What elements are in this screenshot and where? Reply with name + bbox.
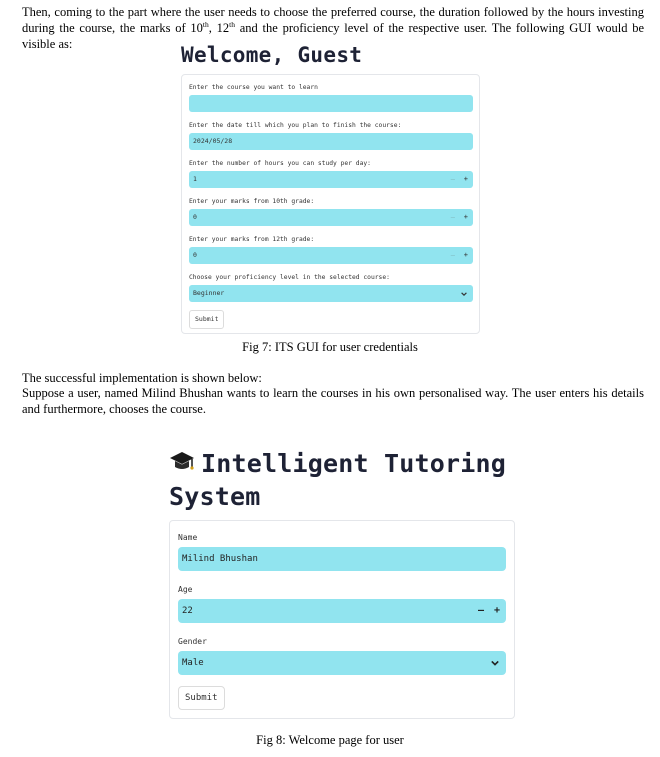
fig7-submit-button[interactable]: Submit xyxy=(189,310,224,329)
middle-line-1: The successful implementation is shown below: xyxy=(22,371,262,385)
fig8-age-minus-button[interactable]: – xyxy=(477,605,484,616)
fig7-marks10-stepper[interactable] xyxy=(189,209,473,226)
middle-paragraph: Suppose a user, named Milind Bhushan wants to learn the courses in his own personalised way. The user enters his details and furthermore, chooses the course. xyxy=(22,386,644,416)
fig7-hours-label: Enter the number of hours you can study per day: xyxy=(189,160,371,167)
fig7-proficiency-value: Beginner xyxy=(193,289,225,297)
fig7-marks12-label: Enter your marks from 12th grade: xyxy=(189,236,315,243)
fig8-name-input[interactable]: Milind Bhushan xyxy=(178,547,506,571)
fig7-marks12-stepper[interactable] xyxy=(189,247,473,264)
fig7-hours-value: 1 xyxy=(193,175,197,183)
fig8-gender-label: Gender xyxy=(178,637,207,646)
fig7-form-card xyxy=(181,74,480,334)
fig8-title-line2: System xyxy=(169,482,261,511)
fig7-marks10-plus-button[interactable]: + xyxy=(463,213,468,221)
intro-text-b: , 12 xyxy=(208,21,230,35)
intro-text-c: and the proficiency level of the respective user. The following GUI would be visible as: xyxy=(22,21,645,51)
graduation-cap-icon xyxy=(169,448,195,470)
fig7-date-input[interactable]: 2024/05/28 xyxy=(189,133,473,150)
fig8-title-line1: Intelligent Tutoring xyxy=(201,449,507,478)
fig8-gender-value: Male xyxy=(182,658,204,668)
intro-text-a: Then, coming to the part where the user needs to choose the preferred course, the duration followed by the hours investing during the course, the marks of 10 xyxy=(22,5,644,35)
fig8-title xyxy=(169,447,506,513)
fig7-marks10-label: Enter your marks from 10th grade: xyxy=(189,198,315,205)
fig8-age-stepper[interactable] xyxy=(178,599,506,623)
fig7-marks10-value: 0 xyxy=(193,213,197,221)
fig7-date-label: Enter the date till which you plan to finish the course: xyxy=(189,122,402,129)
fig7-hours-stepper[interactable] xyxy=(189,171,473,188)
fig7-title: Welcome, Guest xyxy=(181,43,363,67)
fig8-age-label: Age xyxy=(178,585,193,594)
fig8-gender-select[interactable] xyxy=(178,651,506,675)
fig8-age-plus-button[interactable]: + xyxy=(493,605,500,616)
fig8-form-card xyxy=(169,520,515,719)
fig7-course-label: Enter the course you want to learn xyxy=(189,84,318,91)
fig8-age-value: 22 xyxy=(182,606,193,616)
fig7-proficiency-select[interactable] xyxy=(189,285,473,302)
fig8-name-label: Name xyxy=(178,533,198,542)
fig7-marks12-minus-button[interactable]: – xyxy=(450,251,455,259)
fig8-submit-button[interactable]: Submit xyxy=(178,686,225,710)
fig7-marks12-value: 0 xyxy=(193,251,197,259)
fig8-caption: Fig 8: Welcome page for user xyxy=(256,733,404,747)
intro-sup-2: th xyxy=(229,19,235,29)
fig7-marks12-plus-button[interactable]: + xyxy=(463,251,468,259)
fig7-proficiency-label: Choose your proficiency level in the selected course: xyxy=(189,274,390,281)
fig7-course-input[interactable] xyxy=(189,95,473,112)
intro-sup-1: th xyxy=(202,19,209,29)
fig7-caption: Fig 7: ITS GUI for user credentials xyxy=(242,340,418,354)
fig7-hours-plus-button[interactable]: + xyxy=(463,175,468,183)
chevron-down-icon xyxy=(461,285,467,302)
fig7-marks10-minus-button[interactable]: – xyxy=(450,213,455,221)
chevron-down-icon xyxy=(491,651,499,675)
fig7-hours-minus-button[interactable]: – xyxy=(450,175,455,183)
